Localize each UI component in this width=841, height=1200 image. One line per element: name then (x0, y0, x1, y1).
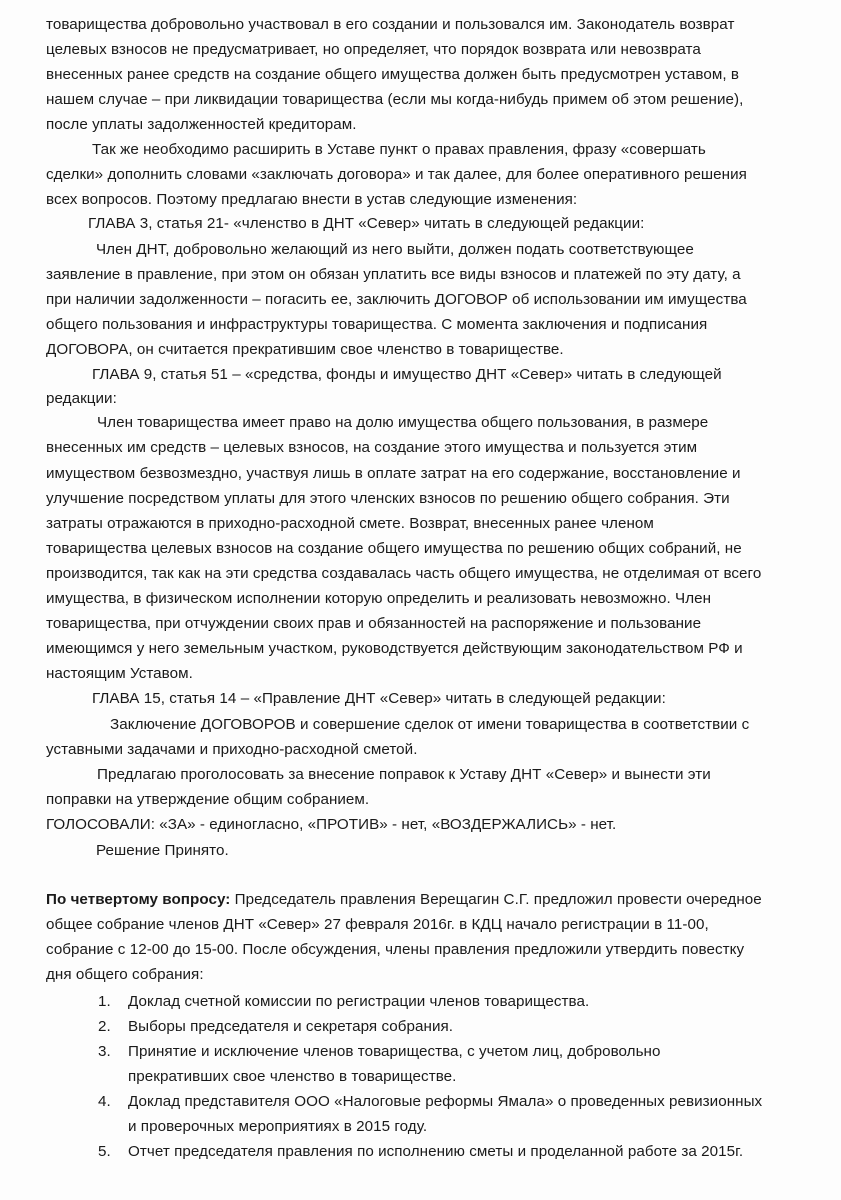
agenda-item-text: и проверочных мероприятиях в 2015 году. (128, 1118, 428, 1135)
agenda-item-number: 2. (98, 1018, 111, 1035)
text-line: общего пользования и инфраструктуры товарищества. С момента заключения и подписания (46, 316, 708, 333)
text-line: Член ДНТ, добровольно желающий из него выйти, должен подать соответствующее (96, 241, 694, 258)
text-line: общее собрание членов ДНТ «Север» 27 февраля 2016г. в КДЦ начало регистрации в 11-00, (46, 916, 709, 933)
text-line: Член товарищества имеет право на долю имущества общего пользования, в размере (97, 414, 709, 431)
text-line: Заключение ДОГОВОРОВ и совершение сделок от имени товарищества в соответствии с (110, 716, 750, 733)
text-line: производится, так как на эти средства создавалась часть общего имущества, не отделимая от всего (46, 565, 762, 582)
chapter-heading: ГЛАВА 15, статья 14 – «Правление ДНТ «Север» читать в следующей редакции: (92, 690, 666, 707)
text-line: дня общего собрания: (46, 966, 204, 983)
text-line: нашем случае – при ликвидации товарищества (если мы когда-нибудь примем об этом решение), (46, 91, 744, 108)
chapter-heading: ГЛАВА 9, статья 51 – «средства, фонды и имущество ДНТ «Север» читать в следующей (92, 366, 722, 383)
text-line: заявление в правление, при этом он обязан уплатить все виды взносов и платежей по эту дату, а (46, 266, 741, 283)
text-line: Предлагаю проголосовать за внесение поправок к Уставу ДНТ «Север» и вынести эти (97, 766, 711, 783)
text-line: внесенных ранее средств на создание общего имущества должен быть предусмотрен уставом, в (46, 66, 739, 83)
text-line: Так же необходимо расширить в Уставе пункт о правах правления, фразу «совершать (92, 141, 706, 158)
question4-line1-text: Председатель правления Верещагин С.Г. предложил провести очередное (230, 891, 762, 908)
text-line: товарищества добровольно участвовал в его создании и пользовался им. Законодатель возврат (46, 16, 735, 33)
agenda-item-text: Принятие и исключение членов товарищества, с учетом лиц, добровольно (128, 1043, 661, 1060)
agenda-item-text: Доклад счетной комиссии по регистрации членов товарищества. (128, 993, 590, 1010)
text-line: редакции: (46, 390, 117, 407)
vote-result: ГОЛОСОВАЛИ: «ЗА» - единогласно, «ПРОТИВ» - нет, «ВОЗДЕРЖАЛИСЬ» - нет. (46, 816, 617, 833)
agenda-item-text: Доклад представителя ООО «Налоговые реформы Ямала» о проведенных ревизионных (128, 1093, 763, 1110)
text-line: поправки на утверждение общим собранием. (46, 791, 370, 808)
agenda-item-number: 4. (98, 1093, 111, 1110)
text-line: товарищества, при отчуждении своих прав и обязанностей на распоряжение и пользование (46, 615, 702, 632)
text-line: имущества, в физическом исполнении которую определить и реализовать невозможно. Член (46, 590, 712, 607)
agenda-item-text: Выборы председателя и секретаря собрания. (128, 1018, 454, 1035)
text-line: всех вопросов. Поэтому предлагаю внести в устав следующие изменения: (46, 191, 578, 208)
decision-line: Решение Принято. (96, 842, 229, 859)
text-line: товарищества целевых взносов на создание общего имущества по решению общих собраний, не (46, 540, 742, 557)
agenda-item-number: 5. (98, 1143, 111, 1160)
text-line: затраты отражаются в приходно-расходной смете. Возврат, внесенных ранее членом (46, 515, 654, 532)
text-line: ДОГОВОРА, он считается прекратившим свое членство в товариществе. (46, 341, 564, 358)
text-line: настоящим Уставом. (46, 665, 193, 682)
question4-lead: По четвертому вопросу: (46, 891, 231, 908)
chapter-heading: ГЛАВА 3, статья 21- «членство в ДНТ «Север» читать в следующей редакции: (88, 215, 645, 232)
text-line: при наличии задолженности – погасить ее, заключить ДОГОВОР об использовании им имущества (46, 291, 747, 308)
text-line: уставными задачами и приходно-расходной сметой. (46, 741, 418, 758)
text-line: сделки» дополнить словами «заключать договора» и так далее, для более оперативного решения (46, 166, 747, 183)
text-line: улучшение посредством уплаты для этого членских взносов по решению общего собрания. Эти (46, 490, 730, 507)
text-line: имуществом безвозмездно, участвуя лишь в оплате затрат на его содержание, восстановление и (46, 465, 741, 482)
agenda-item-text: прекративших свое членство в товариществе. (128, 1068, 457, 1085)
text-line: имеющимся у него земельным участком, руководствуется действующим законодательством РФ и (46, 640, 743, 657)
text-line: внесенных им средств – целевых взносов, на создание этого имущества и пользуется этим (46, 439, 698, 456)
agenda-item-number: 3. (98, 1043, 111, 1060)
question4-line1 (46, 890, 762, 910)
text-line: после уплаты задолженностей кредиторам. (46, 116, 357, 133)
text-line: целевых взносов не предусматривает, но определяет, что порядок возврата или невозврата (46, 41, 701, 58)
agenda-item-number: 1. (98, 993, 111, 1010)
text-line: собрание с 12-00 до 15-00. После обсуждения, члены правления предложили утвердить повестку (46, 941, 745, 958)
agenda-item-text: Отчет председателя правления по исполнению сметы и проделанной работе за 2015г. (128, 1143, 744, 1160)
